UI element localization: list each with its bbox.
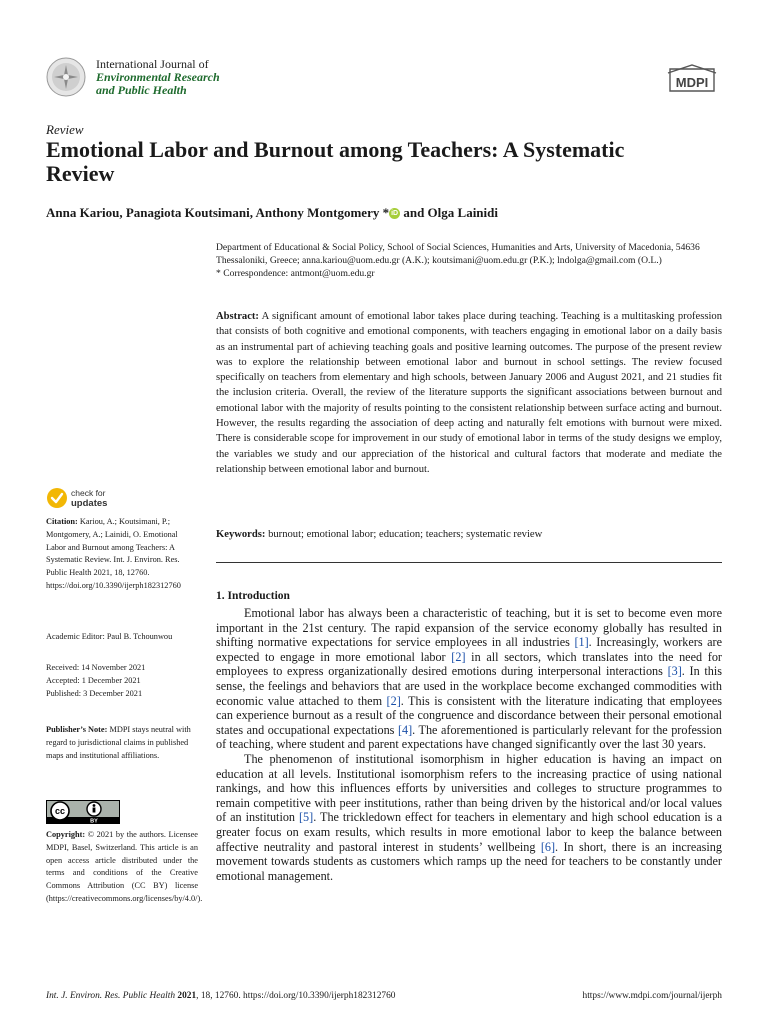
citation-text: Kariou, A.; Koutsimani, P.; Montgomery, A.; Lainidi, O. Emotional Labor and Burnout among Teachers: A Systematic Review. Int. J. Environ. Res. Public Health 2021, 18, 12760. https://doi.org/10.3390/ijerph182312760 — [46, 517, 181, 590]
journal-logo-icon — [46, 57, 86, 97]
date-received: Received: 14 November 2021 — [46, 663, 146, 672]
section-heading-introduction: 1. Introduction — [216, 590, 290, 602]
journal-name-line2: Environmental Research — [96, 70, 220, 84]
authors-tail: and Olga Lainidi — [400, 205, 498, 220]
check-updates-line1: check for — [71, 488, 106, 498]
text-run: . The trickledown effect for teachers in elementary and high school education is a greater focus on exam results, which results in more emotional labor to keep the balance between affective neutrality and pastoral interest in students’ wellbeing — [216, 810, 722, 854]
academic-editor: Academic Editor: Paul B. Tchounwou — [46, 632, 173, 641]
copyright-label: Copyright: — [46, 830, 86, 839]
footer-journal-url[interactable]: https://www.mdpi.com/journal/ijerph — [582, 991, 722, 1001]
publisher-note-text: MDPI stays neutral with regard to jurisdictional claims in published maps and institutional affiliations. — [46, 725, 191, 760]
article-title: Emotional Labor and Burnout among Teachers: A Systematic Review — [46, 137, 625, 186]
footer-citation — [46, 991, 395, 1001]
journal-name-line1: International Journal of — [96, 57, 209, 71]
footer-journal: Int. J. Environ. Res. Public Health — [46, 991, 176, 1001]
section-divider — [216, 562, 722, 563]
check-for-updates-button[interactable] — [46, 487, 126, 513]
authors-main: Anna Kariou, Panagiota Koutsimani, Anthony Montgomery * — [46, 205, 390, 220]
text-run: in all sectors, which translates into the need for employees to express organizationally desired emotions during interpersonal interactions — [216, 649, 722, 679]
publisher-note-label: Publisher’s Note: — [46, 725, 108, 734]
authors — [46, 205, 498, 221]
check-updates-icon — [46, 487, 68, 509]
date-published: Published: 3 December 2021 — [46, 688, 143, 698]
copyright-block — [46, 829, 203, 906]
citation-link-5[interactable]: [5] — [298, 810, 314, 825]
check-updates-label — [71, 488, 107, 509]
intro-paragraph-2 — [216, 752, 722, 883]
keywords-label: Keywords: — [216, 529, 266, 540]
cc-by-label: BY — [90, 818, 98, 824]
cc-by-license-icon[interactable] — [46, 800, 120, 824]
footer-year: 2021 — [177, 991, 197, 1001]
journal-name-line3: and Public Health — [96, 83, 187, 97]
citation-link-2b[interactable]: [2] — [386, 693, 401, 708]
text-run: . The aforementioned is particularly relevant for the profession of teaching, where student and parent expectations have changed significantly over the last 30 years. — [216, 722, 722, 752]
abstract-text: A significant amount of emotional labor takes place during teaching. Teaching is a multitasking profession that consists of both cognitive and emotional components, with teachers engaging in emotional labor on a daily basis as an instrumental part of achieving teaching goals and positive learning outcomes. The purpose of the present review was to explore the relationship between emotional labor and burnout in school settings. The review focused specifically on teachers from elementary and high schools, between January 2006 and August 2021, and 21 studies fit the inclusion criteria. Overall, the review of the literature supports the significant associations between burnout and emotional labor with the majority of results pointing to the consistent relationship between surface acting and burnout. However, the results regarding the association of deep acting and naturally felt emotions with burnout were mixed. There is considerable scope for improvement in our study of emotional labor in terms of the study designs we employ, the variables we study and our appreciation of the historical and cultural factors that moderate and mediate the relationship between emotional labor and burnout. — [216, 311, 722, 475]
keywords — [216, 528, 722, 542]
citation-link-3[interactable]: [3] — [667, 664, 682, 679]
citation-link-2[interactable]: [2] — [451, 649, 466, 664]
citation-link-4[interactable]: [4] — [397, 722, 413, 737]
text-run: Emotional labor has always been a characteristic of teaching, but it is set to become even more important in the 21st century. The rapid expansion of the service economy globally has resulted in shifting normative expectations for service employees in all industries — [216, 606, 722, 650]
citation-link-6[interactable]: [6] — [540, 839, 556, 854]
introduction-body — [216, 606, 722, 883]
text-run: . In this sense, the feelings and behaviors that are used in the workplace become exchanged commodities with economic value attached to them — [216, 664, 722, 708]
keywords-text: burnout; emotional labor; education; teachers; systematic review — [265, 529, 543, 540]
publisher-note — [46, 724, 198, 762]
text-run: . In short, there is an increasing movement towards students as customers which ramps up the need for teachers to be constantly under emotional management. — [216, 839, 722, 883]
affiliation-text: Department of Educational & Social Policy, School of Social Sciences, Humanities and Arts, University of Macedonia, 54636 Thessaloniki, Greece; anna.kariou@uom.edu.gr (A.K.); koutsimani@uom.edu.gr (P.K.); lndolga@gmail.com (O.L.) — [216, 242, 700, 266]
mdpi-logo-icon — [664, 63, 720, 97]
citation-block — [46, 516, 198, 593]
journal-name — [96, 58, 220, 97]
citation-link-1[interactable]: [1] — [574, 635, 589, 650]
text-run: . Increasingly, workers are expected to engage in more emotional labor — [216, 635, 722, 664]
intro-paragraph-1 — [216, 606, 722, 752]
orcid-icon[interactable]: iD — [391, 210, 399, 217]
abstract — [216, 309, 722, 477]
text-run: The phenomenon of institutional isomorphism in higher education is having an impact on education at all levels. Institutional isomorphism refers to the increasing practice of using national rankings, and how this influences efforts by universities and colleges to structure programmes to remain competitive with peer institutions, rather than being driven by the historical and/or local values of an institution — [216, 751, 722, 825]
date-accepted: Accepted: 1 December 2021 — [46, 675, 141, 685]
abstract-label: Abstract: — [216, 311, 259, 322]
correspondence: * Correspondence: antmont@uom.edu.gr — [216, 268, 375, 279]
publication-dates — [46, 662, 198, 700]
article-type: Review — [46, 122, 84, 137]
affiliations — [216, 241, 722, 280]
citation-label: Citation: — [46, 517, 78, 526]
publisher-name: MDPI — [675, 75, 709, 90]
check-updates-line2: updates — [71, 498, 108, 509]
cc-label: cc — [54, 806, 66, 816]
footer-volume-doi: , 18, 12760. https://doi.org/10.3390/ijerph182312760 — [196, 991, 396, 1001]
text-run: . This is consistent with the literature indicating that employees can experience burnout as a result of the congruence and discordance between their personal emotional states and occupational expectations — [216, 693, 722, 737]
copyright-text: © 2021 by the authors. Licensee MDPI, Basel, Switzerland. This article is an open access article distributed under the terms and conditions of the Creative Commons Attribution (CC BY) license (https://creativecommons.org/licenses/by/4.0/). — [46, 830, 203, 903]
